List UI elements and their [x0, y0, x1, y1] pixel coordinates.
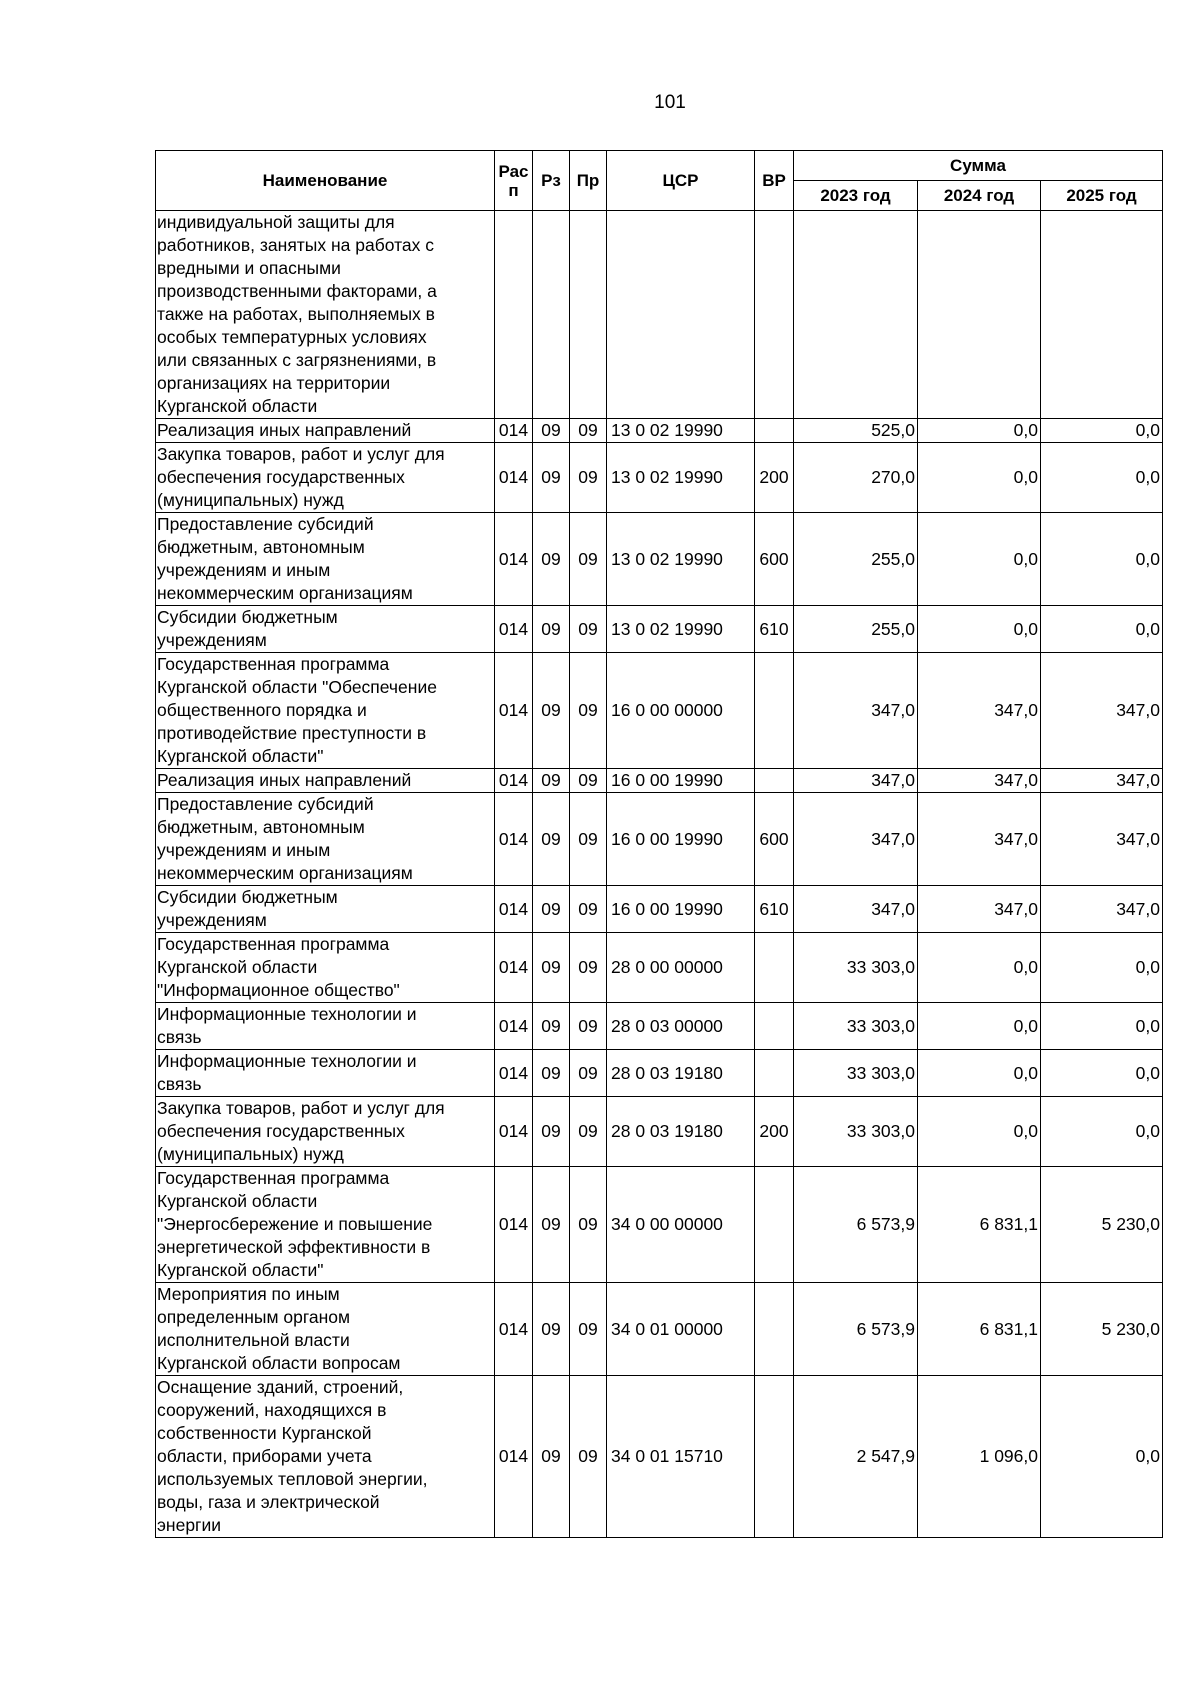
- cell-pr: 09: [570, 886, 607, 933]
- name-line: противодействие преступности в: [157, 723, 427, 743]
- table-row: [156, 1003, 1163, 1050]
- cell-name: [156, 653, 495, 769]
- cell-csr: 16 0 00 00000: [607, 653, 755, 769]
- header-rz: Рз: [533, 151, 570, 211]
- cell-rz: 09: [533, 419, 570, 443]
- cell-pr: 09: [570, 653, 607, 769]
- name-line: учреждениям и иным: [157, 560, 331, 580]
- cell-2024: 0,0: [918, 1050, 1041, 1097]
- cell-name: [156, 1003, 495, 1050]
- cell-csr: [607, 211, 755, 419]
- header-sum: Сумма: [794, 151, 1163, 181]
- cell-name: [156, 419, 495, 443]
- cell-2025: 0,0: [1041, 1050, 1163, 1097]
- cell-vr: [755, 769, 794, 793]
- name-line: Реализация иных направлений: [157, 420, 412, 440]
- name-line: Государственная программа: [157, 654, 390, 674]
- name-line: также на работах, выполняемых в: [157, 304, 435, 324]
- cell-rasp: 014: [495, 1376, 533, 1538]
- cell-2025: 0,0: [1041, 933, 1163, 1003]
- table-row: [156, 211, 1163, 419]
- cell-2023: 6 573,9: [794, 1283, 918, 1376]
- name-line: используемых тепловой энергии,: [157, 1469, 428, 1489]
- table-row: [156, 1283, 1163, 1376]
- cell-vr: [755, 1283, 794, 1376]
- name-line: Субсидии бюджетным: [157, 607, 338, 627]
- cell-csr: 13 0 02 19990: [607, 513, 755, 606]
- table-row: [156, 793, 1163, 886]
- cell-pr: 09: [570, 513, 607, 606]
- cell-pr: 09: [570, 769, 607, 793]
- name-line: определенным органом: [157, 1307, 351, 1327]
- name-line: "Энергосбережение и повышение: [157, 1214, 433, 1234]
- cell-2025: 0,0: [1041, 443, 1163, 513]
- table-row: [156, 653, 1163, 769]
- name-line: связь: [157, 1074, 202, 1094]
- name-line: Информационные технологии и: [157, 1051, 417, 1071]
- header-vr: ВР: [755, 151, 794, 211]
- cell-rz: 09: [533, 793, 570, 886]
- cell-2024: [918, 211, 1041, 419]
- cell-2023: 347,0: [794, 769, 918, 793]
- cell-2025: 0,0: [1041, 1097, 1163, 1167]
- cell-rz: 09: [533, 1097, 570, 1167]
- cell-rz: 09: [533, 513, 570, 606]
- cell-2024: 0,0: [918, 419, 1041, 443]
- cell-rasp: 014: [495, 1003, 533, 1050]
- cell-2023: 347,0: [794, 653, 918, 769]
- cell-pr: 09: [570, 793, 607, 886]
- cell-2024: 347,0: [918, 886, 1041, 933]
- cell-2023: 33 303,0: [794, 1050, 918, 1097]
- cell-rasp: 014: [495, 793, 533, 886]
- cell-csr: 28 0 03 19180: [607, 1097, 755, 1167]
- name-line: Реализация иных направлений: [157, 770, 412, 790]
- header-name: Наименование: [156, 151, 495, 211]
- cell-csr: 13 0 02 19990: [607, 419, 755, 443]
- cell-rz: 09: [533, 1003, 570, 1050]
- budget-table: [155, 150, 1163, 1538]
- cell-2025: 5 230,0: [1041, 1283, 1163, 1376]
- cell-2025: 0,0: [1041, 419, 1163, 443]
- cell-rz: 09: [533, 443, 570, 513]
- name-line: Курганской области вопросам: [157, 1353, 401, 1373]
- name-line: некоммерческим организациям: [157, 583, 413, 603]
- name-line: Курганской области: [157, 957, 318, 977]
- cell-pr: 09: [570, 419, 607, 443]
- cell-name: [156, 1097, 495, 1167]
- cell-vr: [755, 419, 794, 443]
- cell-csr: 34 0 00 00000: [607, 1167, 755, 1283]
- cell-pr: 09: [570, 606, 607, 653]
- cell-csr: 13 0 02 19990: [607, 443, 755, 513]
- cell-csr: 34 0 01 00000: [607, 1283, 755, 1376]
- table-header: [156, 151, 1163, 211]
- cell-name: [156, 211, 495, 419]
- cell-2025: 347,0: [1041, 653, 1163, 769]
- header-rasp: [495, 151, 533, 211]
- table-row: [156, 443, 1163, 513]
- table-row: [156, 886, 1163, 933]
- name-line: Оснащение зданий, строений,: [157, 1377, 404, 1397]
- cell-rz: 09: [533, 769, 570, 793]
- cell-2024: 0,0: [918, 606, 1041, 653]
- cell-vr: [755, 1376, 794, 1538]
- name-line: сооружений, находящихся в: [157, 1400, 387, 1420]
- cell-name: [156, 443, 495, 513]
- cell-rasp: 014: [495, 1050, 533, 1097]
- cell-2025: 0,0: [1041, 1003, 1163, 1050]
- cell-2024: 1 096,0: [918, 1376, 1041, 1538]
- cell-rasp: 014: [495, 606, 533, 653]
- cell-2023: 270,0: [794, 443, 918, 513]
- cell-csr: 13 0 02 19990: [607, 606, 755, 653]
- cell-name: [156, 1283, 495, 1376]
- name-line: Информационные технологии и: [157, 1004, 417, 1024]
- cell-pr: 09: [570, 933, 607, 1003]
- cell-2025: 0,0: [1041, 513, 1163, 606]
- cell-vr: 200: [755, 1097, 794, 1167]
- table-row: [156, 1097, 1163, 1167]
- cell-csr: 16 0 00 19990: [607, 793, 755, 886]
- cell-rz: 09: [533, 1167, 570, 1283]
- cell-pr: [570, 211, 607, 419]
- cell-2023: 347,0: [794, 886, 918, 933]
- name-line: учреждениям и иным: [157, 840, 331, 860]
- name-line: Курганской области: [157, 1191, 318, 1211]
- cell-2023: [794, 211, 918, 419]
- cell-rasp: 014: [495, 513, 533, 606]
- header-rasp-line-1: Рас: [498, 161, 529, 181]
- cell-2023: 2 547,9: [794, 1376, 918, 1538]
- table-row: [156, 513, 1163, 606]
- cell-2025: 347,0: [1041, 769, 1163, 793]
- table-row: [156, 769, 1163, 793]
- cell-2023: 33 303,0: [794, 1003, 918, 1050]
- cell-rz: 09: [533, 606, 570, 653]
- header-year-2023: 2023 год: [794, 181, 918, 211]
- cell-2025: 0,0: [1041, 606, 1163, 653]
- cell-2024: 347,0: [918, 769, 1041, 793]
- name-line: бюджетным, автономным: [157, 537, 365, 557]
- cell-2023: 33 303,0: [794, 1097, 918, 1167]
- cell-pr: 09: [570, 1376, 607, 1538]
- cell-pr: 09: [570, 1003, 607, 1050]
- cell-name: [156, 513, 495, 606]
- name-line: Государственная программа: [157, 934, 390, 954]
- name-line: Мероприятия по иным: [157, 1284, 340, 1304]
- name-line: энергии: [157, 1515, 221, 1535]
- cell-vr: 610: [755, 886, 794, 933]
- cell-csr: 28 0 00 00000: [607, 933, 755, 1003]
- header-year-2025: 2025 год: [1041, 181, 1163, 211]
- cell-rz: 09: [533, 933, 570, 1003]
- name-line: (муниципальных) нужд: [157, 490, 344, 510]
- name-line: работников, занятых на работах с: [157, 235, 435, 255]
- cell-2023: 6 573,9: [794, 1167, 918, 1283]
- cell-2025: 5 230,0: [1041, 1167, 1163, 1283]
- table-body: [156, 211, 1163, 1538]
- cell-rz: 09: [533, 1050, 570, 1097]
- cell-rasp: 014: [495, 886, 533, 933]
- cell-rasp: 014: [495, 933, 533, 1003]
- cell-name: [156, 886, 495, 933]
- name-line: собственности Курганской: [157, 1423, 372, 1443]
- name-line: обеспечения государственных: [157, 467, 405, 487]
- name-line: Субсидии бюджетным: [157, 887, 338, 907]
- cell-name: [156, 769, 495, 793]
- cell-2023: 347,0: [794, 793, 918, 886]
- name-line: Курганской области: [157, 396, 318, 416]
- cell-2024: 0,0: [918, 933, 1041, 1003]
- name-line: особых температурных условиях: [157, 327, 427, 347]
- name-line: общественного порядка и: [157, 700, 367, 720]
- cell-csr: 28 0 03 00000: [607, 1003, 755, 1050]
- cell-rz: [533, 211, 570, 419]
- table-row: [156, 1167, 1163, 1283]
- cell-rasp: 014: [495, 769, 533, 793]
- cell-2024: 347,0: [918, 793, 1041, 886]
- name-line: бюджетным, автономным: [157, 817, 365, 837]
- cell-2025: 0,0: [1041, 1376, 1163, 1538]
- cell-rasp: 014: [495, 653, 533, 769]
- cell-vr: [755, 1003, 794, 1050]
- cell-2024: 6 831,1: [918, 1167, 1041, 1283]
- cell-pr: 09: [570, 1097, 607, 1167]
- name-line: исполнительной власти: [157, 1330, 350, 1350]
- cell-rasp: 014: [495, 1097, 533, 1167]
- name-line: учреждениям: [157, 910, 267, 930]
- cell-2023: 525,0: [794, 419, 918, 443]
- name-line: вредными и опасными: [157, 258, 341, 278]
- name-line: воды, газа и электрической: [157, 1492, 380, 1512]
- name-line: Предоставление субсидий: [157, 794, 374, 814]
- table-row: [156, 419, 1163, 443]
- cell-rasp: 014: [495, 1283, 533, 1376]
- cell-rz: 09: [533, 653, 570, 769]
- name-line: Закупка товаров, работ и услуг для: [157, 444, 445, 464]
- cell-name: [156, 933, 495, 1003]
- cell-rasp: 014: [495, 1167, 533, 1283]
- cell-vr: [755, 653, 794, 769]
- name-line: обеспечения государственных: [157, 1121, 405, 1141]
- cell-pr: 09: [570, 1167, 607, 1283]
- header-pr: Пр: [570, 151, 607, 211]
- cell-name: [156, 1167, 495, 1283]
- cell-2024: 0,0: [918, 1003, 1041, 1050]
- cell-vr: [755, 933, 794, 1003]
- cell-2025: 347,0: [1041, 793, 1163, 886]
- table-row: [156, 606, 1163, 653]
- table-row: [156, 1050, 1163, 1097]
- name-line: учреждениям: [157, 630, 267, 650]
- table-row: [156, 1376, 1163, 1538]
- cell-rz: 09: [533, 1283, 570, 1376]
- cell-2024: 6 831,1: [918, 1283, 1041, 1376]
- page-number: 101: [654, 92, 686, 113]
- cell-2024: 347,0: [918, 653, 1041, 769]
- name-line: организациях на территории: [157, 373, 391, 393]
- cell-csr: 16 0 00 19990: [607, 769, 755, 793]
- cell-csr: 28 0 03 19180: [607, 1050, 755, 1097]
- cell-2023: 255,0: [794, 606, 918, 653]
- cell-vr: [755, 1167, 794, 1283]
- name-line: Предоставление субсидий: [157, 514, 374, 534]
- cell-name: [156, 793, 495, 886]
- cell-csr: 16 0 00 19990: [607, 886, 755, 933]
- cell-vr: 600: [755, 513, 794, 606]
- cell-2023: 255,0: [794, 513, 918, 606]
- cell-name: [156, 1050, 495, 1097]
- cell-rz: 09: [533, 886, 570, 933]
- name-line: "Информационное общество": [157, 980, 400, 1000]
- header-rasp-line-2: п: [508, 180, 519, 200]
- name-line: связь: [157, 1027, 202, 1047]
- name-line: Закупка товаров, работ и услуг для: [157, 1098, 445, 1118]
- cell-2024: 0,0: [918, 1097, 1041, 1167]
- cell-pr: 09: [570, 1050, 607, 1097]
- name-line: индивидуальной защиты для: [157, 212, 395, 232]
- table-row: [156, 933, 1163, 1003]
- cell-rasp: 014: [495, 419, 533, 443]
- cell-2024: 0,0: [918, 513, 1041, 606]
- name-line: (муниципальных) нужд: [157, 1144, 344, 1164]
- name-line: Курганской области": [157, 1260, 324, 1280]
- cell-2025: [1041, 211, 1163, 419]
- name-line: производственными факторами, а: [157, 281, 437, 301]
- name-line: Курганской области "Обеспечение: [157, 677, 437, 697]
- cell-rasp: 014: [495, 443, 533, 513]
- cell-pr: 09: [570, 1283, 607, 1376]
- header-csr: ЦСР: [607, 151, 755, 211]
- cell-vr: 200: [755, 443, 794, 513]
- name-line: Курганской области": [157, 746, 324, 766]
- cell-vr: 610: [755, 606, 794, 653]
- cell-pr: 09: [570, 443, 607, 513]
- cell-vr: 600: [755, 793, 794, 886]
- cell-2024: 0,0: [918, 443, 1041, 513]
- cell-vr: [755, 211, 794, 419]
- cell-rz: 09: [533, 1376, 570, 1538]
- name-line: энергетической эффективности в: [157, 1237, 431, 1257]
- name-line: области, приборами учета: [157, 1446, 372, 1466]
- cell-2023: 33 303,0: [794, 933, 918, 1003]
- name-line: или связанных с загрязнениями, в: [157, 350, 437, 370]
- cell-2025: 347,0: [1041, 886, 1163, 933]
- cell-name: [156, 606, 495, 653]
- name-line: некоммерческим организациям: [157, 863, 413, 883]
- cell-csr: 34 0 01 15710: [607, 1376, 755, 1538]
- cell-rasp: [495, 211, 533, 419]
- cell-name: [156, 1376, 495, 1538]
- cell-vr: [755, 1050, 794, 1097]
- name-line: Государственная программа: [157, 1168, 390, 1188]
- header-year-2024: 2024 год: [918, 181, 1041, 211]
